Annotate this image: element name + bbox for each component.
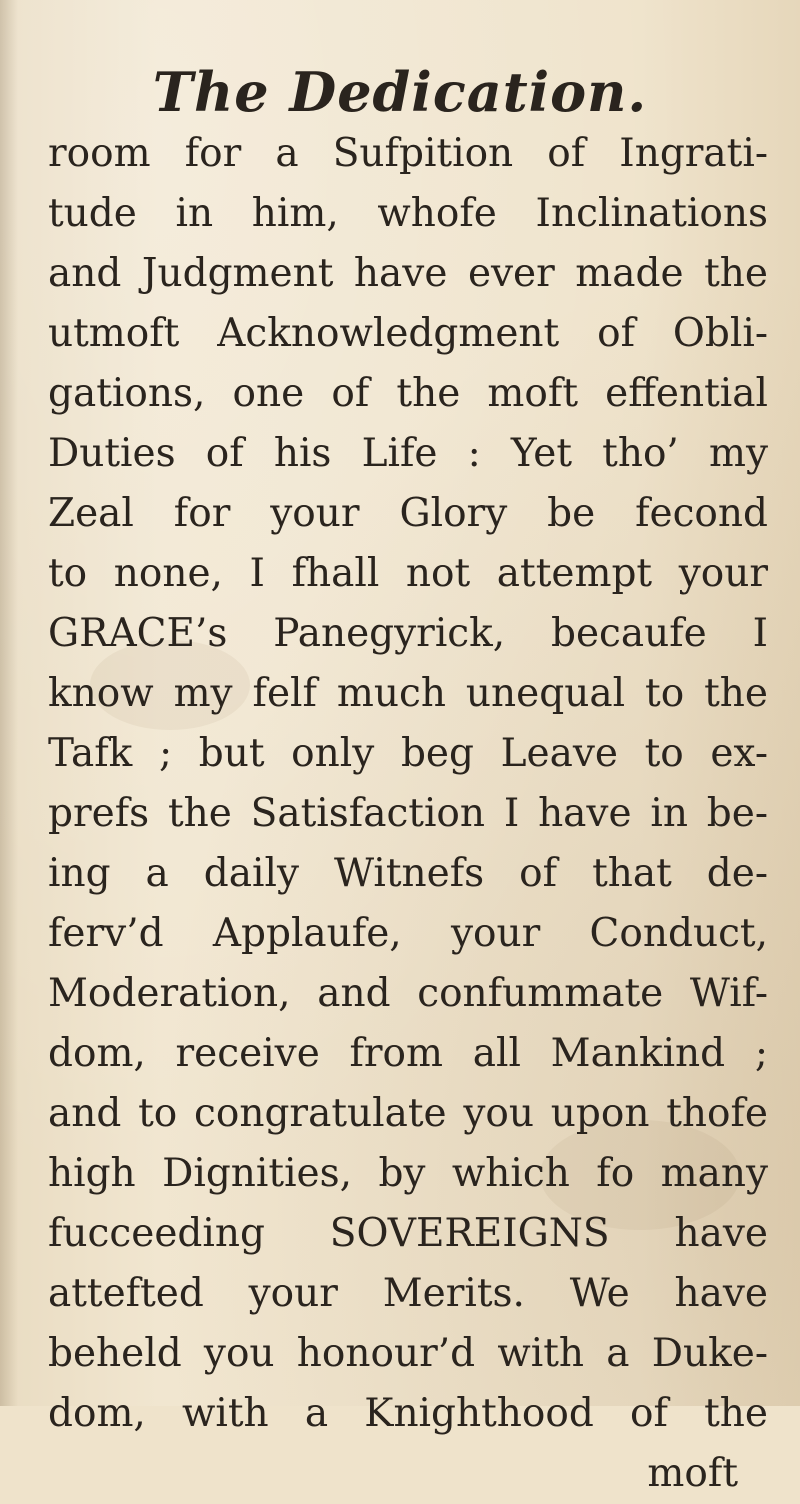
text-line: dom, receive from all Mankind ;	[48, 1031, 768, 1076]
text-line: and Judgment have ever made the	[48, 251, 768, 296]
text-line: Duties of his Life : Yet tho’ my	[48, 431, 768, 476]
running-head: The Dedication.	[152, 60, 648, 124]
text-line: utmoft Acknowledgment of Obli-	[48, 311, 768, 356]
text-line: beheld you honour’d with a Duke-	[48, 1331, 768, 1376]
text-line: Tafk ; but only beg Leave to ex-	[48, 731, 768, 776]
text-line: GRACE’s Panegyrick, becaufe I	[48, 611, 768, 656]
text-line: tude in him, whofe Inclinations	[48, 191, 768, 236]
dedication-text	[48, 124, 768, 1504]
text-line: Zeal for your Glory be fecond	[48, 491, 768, 536]
text-line: ferv’d Applaufe, your Conduct,	[48, 911, 768, 956]
text-line: fucceeding SOVEREIGNS have	[48, 1211, 768, 1256]
text-line: gations, one of the moft effential	[48, 371, 768, 416]
text-line: prefs the Satisfaction I have in be-	[48, 791, 768, 836]
text-line: attefted your Merits. We have	[48, 1271, 768, 1316]
catchword: moft	[647, 1451, 738, 1496]
text-line: Moderation, and confummate Wif-	[48, 971, 768, 1016]
text-line: high Dignities, by which fo many	[48, 1151, 768, 1196]
text-line: and to congratulate you upon thofe	[48, 1091, 768, 1136]
page-gutter-shadow	[0, 0, 18, 1406]
text-line: ing a daily Witnefs of that de-	[48, 851, 768, 896]
text-line: to none, I fhall not attempt your	[48, 551, 768, 596]
text-line: room for a Sufpition of Ingrati-	[48, 131, 768, 176]
text-line: dom, with a Knighthood of the	[48, 1391, 768, 1436]
text-line: know my felf much unequal to the	[48, 671, 768, 716]
